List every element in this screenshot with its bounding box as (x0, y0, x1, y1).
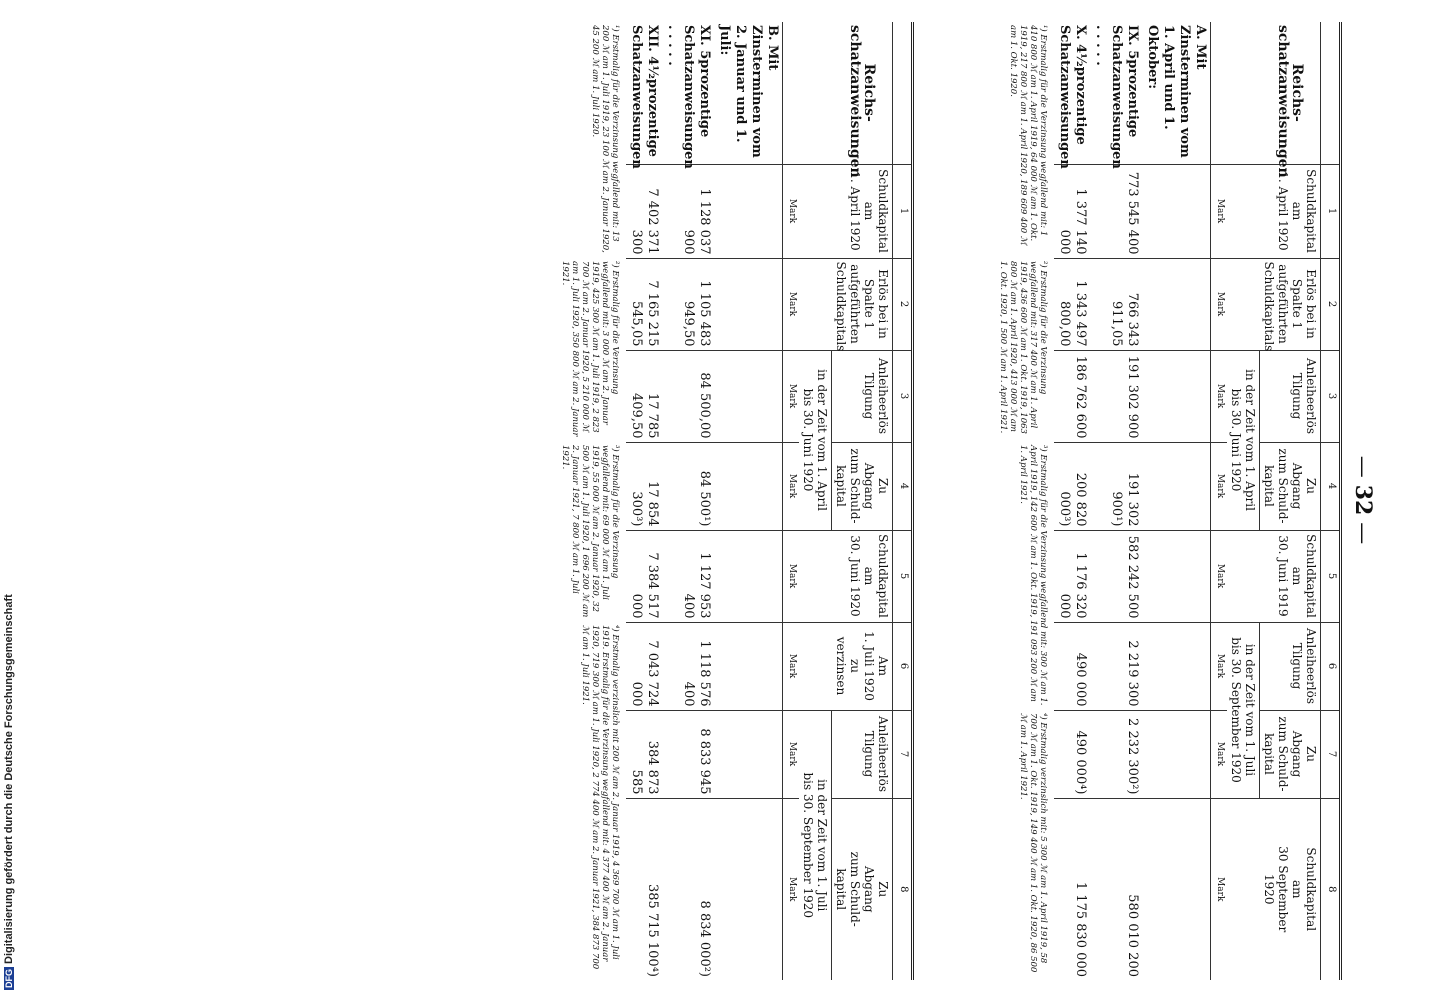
header-c4: Zu Abgang zum Schuld- kapital (1260, 442, 1321, 530)
cell-c6: 490 000 (1054, 622, 1090, 710)
cell-c1: 1 128 037 900 (662, 164, 714, 258)
credit-text: Digitalisierung gefördert durch die Deutsche Forschungsgemeinschaft (3, 594, 15, 964)
col-num: 4 (893, 442, 913, 530)
footnote: ⁴) Erstmalig verzinslich mit 200 ℳ am 2. Januar 1919, 4 369 700 ℳ am 1. Juli 1919. Erstmalig für die Verzinsung wegfallend mit: 4 377 400 ℳ am 2. Januar 1920, 719 300 ℳ am 1. Juli 1920, 2 774 400 ℳ am 2. Januar 1921, 384 873 700 ℳ am 1. Juli 1921. (580, 625, 620, 970)
header-c5: Schuldkapital am 30. Juni 1919 (1260, 530, 1321, 622)
col-num: 7 (893, 710, 913, 798)
header-c2: Erlös bei in Spalte 1 aufgeführten Schuldkapitals (832, 258, 893, 350)
cell-c1: 1 377 140 000 (1054, 164, 1090, 258)
header-c7: Zu Abgang zum Schuld- kapital (1260, 710, 1321, 798)
unit-label: Mark (783, 622, 800, 710)
header-c2: Erlös bei in Spalte 1 aufgeführten Schuldkapitals (1260, 258, 1321, 350)
col-num-label (1321, 22, 1341, 164)
col-num: 6 (1321, 622, 1341, 710)
row-label: IX. 5prozentige Schatzanweisungen . . . . . (1093, 25, 1140, 169)
unit-label: Mark (1211, 710, 1228, 798)
footnote: ¹) Erstmalig für die Verzinsung wegfallend mit: 1 410 800 ℳ am 1. April 1919, 64 000 ℳ am 1. Okt. 1919, 217 800 ℳ am 1. April 1920, 189 609 400 ℳ am 1. Okt. 1920. (1008, 25, 1048, 246)
dfg-logo-icon: DFG (4, 969, 14, 988)
footnote: ²) Erstmalig für die Verzinsung wegfallend mit: 317 400 ℳ am 1. April 1919, 436 600 ℳ am 1. Okt. 1919, 1063 800 ℳ am 1. April 1920, 413 000 ℳ am 1. Okt. 1920, 1 500 ℳ am 1. April 1921. (998, 261, 1048, 434)
footnote: ⁴) Erstmalig verzinslich mit: 5 300 ℳ am 1. April 1919, 58 700 ℳ am 1. Okt. 1919, 149 400 ℳ am 1. Okt. 1920, 86 500 ℳ am 1. April 1921. (1018, 713, 1048, 973)
cell-c8: 385 715 100⁴) (626, 798, 662, 980)
cell-c6: 1 118 576 400 (662, 622, 714, 710)
credit-sidebar (0, 0, 14, 1000)
header-period-apr-jun: in der Zeit vom 1. April bis 30. Juni 1920 (1227, 350, 1260, 530)
cell-c7: 2 232 300²) (1090, 710, 1142, 798)
cell-c3: 191 302 900 (1090, 350, 1142, 442)
table-row (1054, 22, 1090, 980)
unit-label: Mark (1211, 258, 1228, 350)
header-c5: Schuldkapital am 30. Juni 1920 (832, 530, 893, 622)
cell-c6: 2 219 300 (1090, 622, 1142, 710)
cell-c5: 1 127 953 400 (662, 530, 714, 622)
row-label: XII. 4½prozentige Schatzanweisungen (629, 25, 660, 169)
cell-c3: 84 500,00 (662, 350, 714, 442)
unit-label: Mark (1211, 798, 1228, 980)
unit-label: Mark (1211, 622, 1228, 710)
cell-c1: 7 402 371 300 (626, 164, 662, 258)
col-num: 5 (893, 530, 913, 622)
col-num: 4 (1321, 442, 1341, 530)
col-num: 5 (1321, 530, 1341, 622)
col-num: 7 (1321, 710, 1341, 798)
footnote: ¹) Erstmalig für die Verzinsung wegfallend mit: 13 200 ℳ am 1. Juli 1919, 23 100 ℳ am 2. Januar 1920, 45 200 ℳ am 1. Juli 1920. (590, 25, 620, 253)
cell-c3: 186 762 600 (1054, 350, 1090, 442)
cell-c8: 1 175 830 000 (1054, 798, 1090, 980)
cell-c7: 490 000⁴) (1054, 710, 1090, 798)
cell-c5: 1 176 320 000 (1054, 530, 1090, 622)
header-c1: Schuldkapital am 1. April 1920 (1260, 164, 1321, 258)
cell-c4: 84 500¹) (662, 442, 714, 530)
col-num: 3 (1321, 350, 1341, 442)
unit-label: Mark (783, 350, 800, 442)
unit-label: Mark (1211, 164, 1228, 258)
header-period-jul-sep: in der Zeit vom 1. Juli bis 30. September 1920 (1227, 622, 1260, 798)
cell-c4: 17 854 300³) (626, 442, 662, 530)
row-label: XI. 5prozentige Schatzanweisungen . . . . . (665, 25, 712, 169)
cell-c2: 1 105 483 949,50 (662, 258, 714, 350)
header-c6: Am 1. Juli 1920 zu verzinsen (832, 622, 893, 710)
debt-table-a (996, 22, 1342, 980)
cell-c7: 384 873 585 (626, 710, 662, 798)
col-num-label (893, 22, 913, 164)
debt-table-b (558, 22, 914, 980)
unit-label: Mark (783, 258, 800, 350)
cell-c8: 8 834 000²) (662, 798, 714, 980)
cell-c6: 7 043 724 000 (626, 622, 662, 710)
header-c1: Schuldkapital am 1. April 1920 (832, 164, 893, 258)
col-num: 8 (893, 798, 913, 980)
unit-label: Mark (783, 530, 800, 622)
unit-label: Mark (1211, 442, 1228, 530)
unit-label: Mark (783, 442, 800, 530)
cell-c4: 191 302 900¹) (1090, 442, 1142, 530)
col-num: 1 (893, 164, 913, 258)
table-row (626, 22, 662, 980)
credit-line (3, 594, 15, 990)
cell-c2: 1 343 497 800,00 (1054, 258, 1090, 350)
header-c8: Zu Abgang zum Schuld- kapital (832, 798, 893, 980)
header-c4: Zu Abgang zum Schuld- kapital (832, 442, 893, 530)
header-c3: Anleiheerlös Tilgung (832, 350, 893, 442)
header-period-apr-jun: in der Zeit vom 1. April bis 30. Juni 1920 (799, 350, 832, 530)
table-row (1090, 22, 1142, 980)
unit-label: Mark (1211, 350, 1228, 442)
header-c7: Anleiheerlös Tilgung (832, 710, 893, 798)
col-num: 2 (1321, 258, 1341, 350)
col-num: 3 (893, 350, 913, 442)
cell-c5: 582 242 500 (1090, 530, 1142, 622)
row-label: X. 4½prozentige Schatzanweisungen (1057, 25, 1088, 169)
col-num: 8 (1321, 798, 1341, 980)
table-row (662, 22, 714, 980)
cell-c8: 580 010 200 (1090, 798, 1142, 980)
unit-label: Mark (783, 164, 800, 258)
col-num: 6 (893, 622, 913, 710)
header-c8: Schuldkapital am 30 September 1920 (1260, 798, 1321, 980)
cell-c3: 17 785 409,50 (626, 350, 662, 442)
page-number: — 32 — (1350, 455, 1376, 545)
unit-label: Mark (783, 798, 800, 980)
cell-c5: 7 384 517 000 (626, 530, 662, 622)
cell-c7: 8 833 945 (662, 710, 714, 798)
section-heading: A. Mit Zinsterminen vom 1. April und 1. Oktober: (1145, 25, 1208, 158)
section-heading: B. Mit Zinsterminen vom 2. Januar und 1. Juli: (717, 25, 780, 158)
footnote: ³) Erstmalig für die Verzinsung wegfallend mit: 300 ℳ am 1. April 1919, 142 600 ℳ am 1. Okt. 1919, 191 093 200 ℳ am 1. April 1921. (1018, 445, 1048, 706)
cell-c1: 773 545 400 (1090, 164, 1142, 258)
header-label: Reichs- schatzanweisungen (1274, 25, 1305, 178)
header-c3: Anleiheerlös Tilgung (1260, 350, 1321, 442)
footnote: ²) Erstmalig für die Verzinsung wegfallend mit: 3 000 ℳ am 2. Januar 1919, 425 300 ℳ am 1. Juli 1919, 2 823 700 ℳ am 2. Januar 1920, 5 210 000 ℳ am 1. Juli 1920, 350 800 ℳ am 2. Januar 1921. (560, 261, 620, 437)
cell-c2: 766 343 911,05 (1090, 258, 1142, 350)
unit-label: Mark (1211, 530, 1228, 622)
col-num: 1 (1321, 164, 1341, 258)
footnote: ³) Erstmalig für die Verzinsung wegfallend mit: 69 000 ℳ am 1. Juli 1919, 55 000 ℳ am 2. Januar 1920, 32 500 ℳ am 1. Juli 1920, 1 696 200 ℳ am 2. Januar 1921, 7 800 ℳ am 1. Juli 1921. (560, 445, 620, 618)
unit-label: Mark (783, 710, 800, 798)
header-c6: Anleiheerlös Tilgung (1260, 622, 1321, 710)
cell-c4: 200 820 000³) (1054, 442, 1090, 530)
header-label: Reichs- schatzanweisungen (846, 25, 877, 178)
col-num: 2 (893, 258, 913, 350)
cell-c2: 7 165 215 545,05 (626, 258, 662, 350)
header-period-jul-sep: in der Zeit vom 1. Juli bis 30. September 1920 (799, 710, 832, 980)
